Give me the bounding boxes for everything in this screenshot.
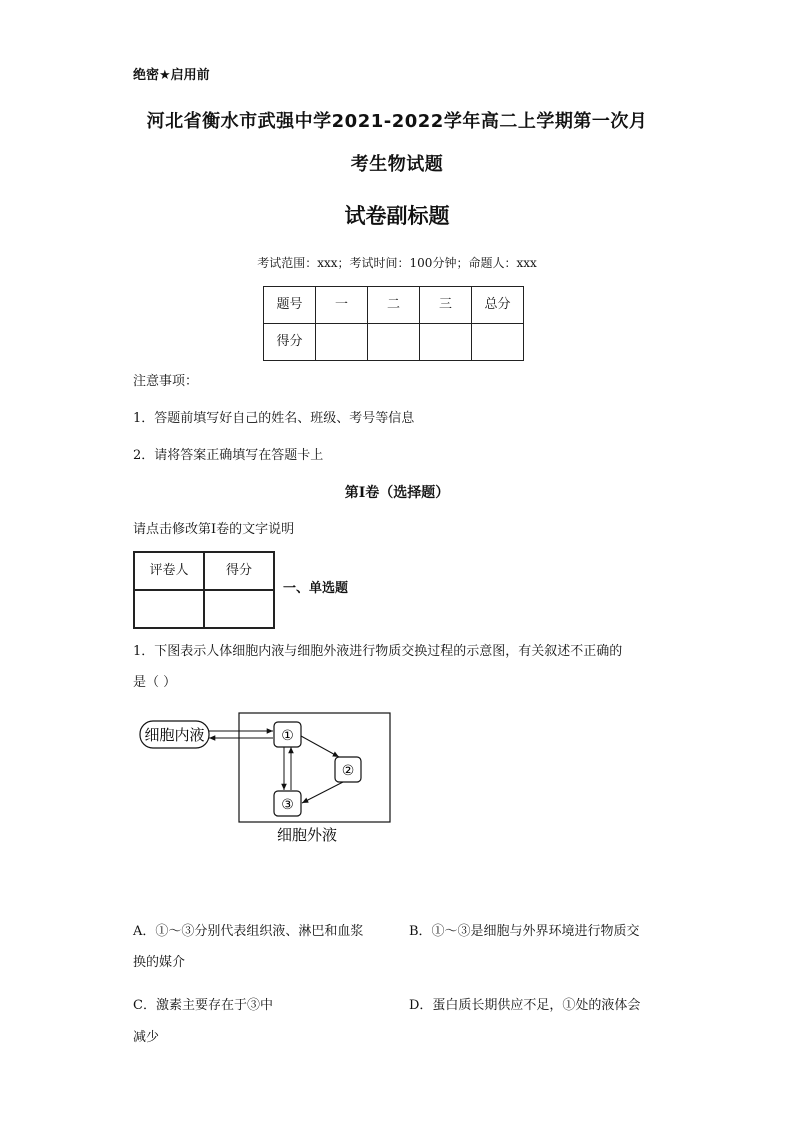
score-cell: 三 bbox=[420, 287, 472, 324]
score-input-cell[interactable] bbox=[472, 324, 524, 361]
grader-input-cell[interactable] bbox=[134, 590, 204, 628]
notice-item: 1．答题前填写好自己的姓名、班级、考号等信息 bbox=[133, 411, 415, 426]
score-input-cell[interactable] bbox=[368, 324, 420, 361]
score-cell: 总分 bbox=[472, 287, 524, 324]
score-table-header-row bbox=[264, 287, 524, 324]
extracellular-label: 细胞外液 bbox=[276, 826, 338, 844]
score-cell: 一 bbox=[316, 287, 368, 324]
node-2-label: ② bbox=[341, 763, 355, 779]
fluid-exchange-diagram bbox=[135, 708, 405, 853]
secret-label: 绝密★启用前 bbox=[133, 68, 210, 83]
option-a[interactable]: A．①～③分别代表组织液、淋巴和血浆 bbox=[133, 924, 364, 939]
exam-title-line1: 河北省衡水市武强中学2021-2022学年高二上学期第一次月 bbox=[146, 111, 648, 132]
grader-header: 评卷人 bbox=[134, 552, 204, 590]
grader-input-cell[interactable] bbox=[204, 590, 274, 628]
score-input-cell[interactable] bbox=[316, 324, 368, 361]
exam-subtitle: 试卷副标题 bbox=[344, 204, 450, 228]
option-d[interactable]: D．蛋白质长期供应不足，①处的液体会 bbox=[409, 998, 641, 1013]
score-input-cell[interactable] bbox=[420, 324, 472, 361]
node-3-label: ③ bbox=[281, 797, 294, 813]
option-c[interactable]: C．激素主要存在于③中 bbox=[133, 998, 273, 1013]
exam-info: 考试范围：xxx；考试时间：100分钟；命题人：xxx bbox=[257, 256, 537, 270]
volume-title: 第I卷（选择题） bbox=[344, 485, 450, 501]
intracellular-label: 细胞内液 bbox=[144, 726, 205, 744]
question-stem-cont: 是（ ） bbox=[133, 675, 177, 690]
score-cell: 二 bbox=[368, 287, 420, 324]
exam-title-line2: 考生物试题 bbox=[350, 154, 444, 175]
node-1-label: ① bbox=[281, 728, 294, 744]
score-table bbox=[263, 286, 524, 361]
option-b[interactable]: B．①～③是细胞与外界环境进行物质交 bbox=[409, 924, 640, 939]
question-stem: 1．下图表示人体细胞内液与细胞外液进行物质交换过程的示意图，有关叙述不正确的 bbox=[133, 644, 623, 659]
option-b-cont[interactable]: 换的媒介 bbox=[133, 955, 186, 970]
score-cell: 得分 bbox=[264, 324, 316, 361]
volume-note: 请点击修改第I卷的文字说明 bbox=[133, 522, 295, 537]
notice-heading: 注意事项： bbox=[133, 374, 199, 389]
grader-header: 得分 bbox=[204, 552, 274, 590]
option-d-cont[interactable]: 减少 bbox=[133, 1030, 160, 1045]
score-table-score-row bbox=[264, 324, 524, 361]
score-cell: 题号 bbox=[264, 287, 316, 324]
section-title: 一、单选题 bbox=[283, 581, 349, 596]
grader-table bbox=[133, 551, 275, 629]
extracellular-box bbox=[239, 713, 390, 822]
arrow-node2-to-node3 bbox=[302, 782, 343, 803]
arrow-node1-to-node2 bbox=[301, 736, 339, 757]
notice-item: 2．请将答案正确填写在答题卡上 bbox=[133, 448, 324, 463]
